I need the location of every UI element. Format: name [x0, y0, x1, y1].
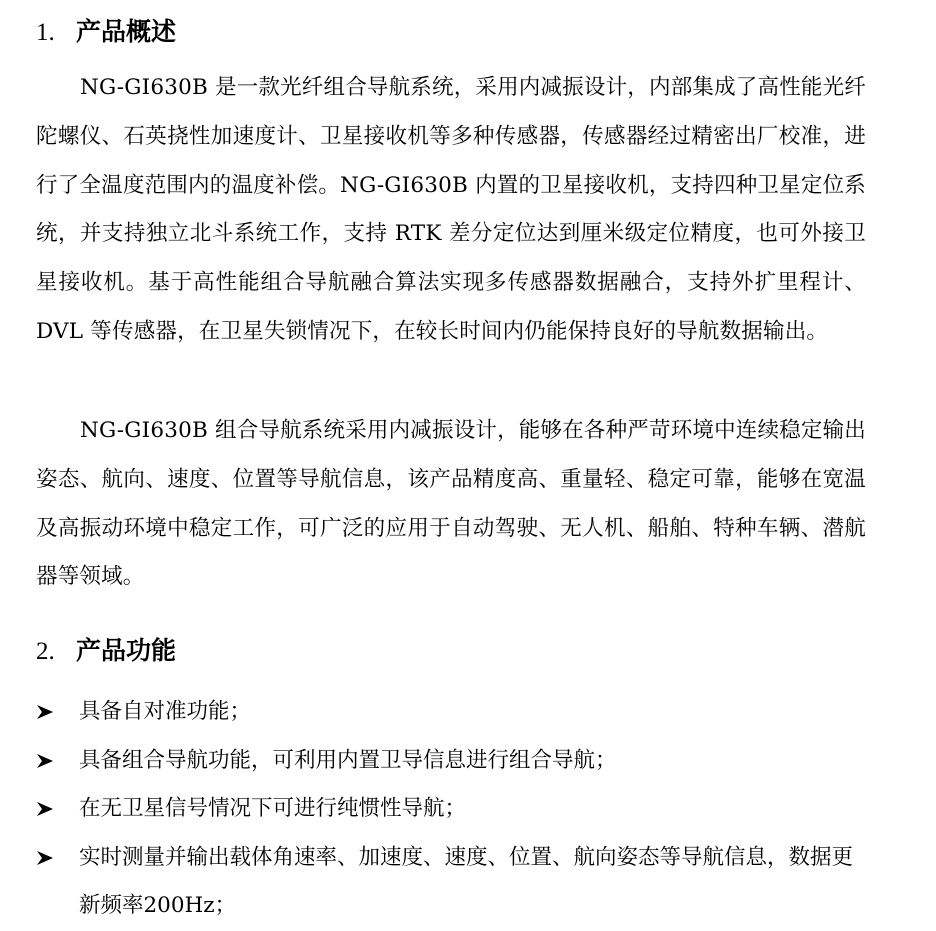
- list-item: [36, 834, 866, 931]
- list-item-text: 在无卫星信号情况下可进行纯惯性导航；: [79, 796, 467, 821]
- overview-paragraph-2: NG-GI630B 组合导航系统采用内减振设计，能够在各种严苛环境中连续稳定输出姿态、航向、速度、位置等导航信息，该产品精度高、重量轻、稳定可靠，能够在宽温及高振动环境中稳定工作，可广泛的应用于自动驾驶、无人机、船舶、特种车辆、潜航器等领域。: [36, 418, 866, 590]
- arrowhead-bullet-icon: [36, 834, 60, 883]
- function-list: [36, 688, 866, 931]
- list-item-text: 实时测量并输出载体角速率、加速度、速度、位置、航向姿态等导航信息，数据更新频率200Hz；: [79, 844, 854, 918]
- arrowhead-bullet-icon: [36, 688, 60, 737]
- arrowhead-bullet-icon: [36, 737, 60, 786]
- list-item-text: 具备组合导航功能，可利用内置卫导信息进行组合导航；: [79, 747, 617, 773]
- list-item: [36, 785, 866, 834]
- section-heading-functions: [36, 633, 176, 670]
- list-item-text: 具备自对准功能；: [79, 699, 252, 724]
- section-title: 产品功能: [76, 636, 177, 665]
- list-item: [36, 737, 866, 786]
- section-heading-overview: [36, 14, 176, 51]
- section-title: 产品概述: [76, 17, 177, 46]
- section-number: 2.: [36, 638, 55, 665]
- section-number: 1.: [36, 19, 55, 46]
- list-item: [36, 688, 866, 737]
- arrowhead-bullet-icon: [36, 785, 60, 834]
- overview-paragraph-1: NG-GI630B 是一款光纤组合导航系统，采用内减振设计，内部集成了高性能光纤陀螺仪、石英挠性加速度计、卫星接收机等多种传感器，传感器经过精密出厂校准，进行了全温度范围内的温度补偿。NG-GI630B 内置的卫星接收机，支持四种卫星定位系统，并支持独立北斗系统工作，支持 RTK 差分定位达到厘米级定位精度，也可外接卫星接收机。基于高性能组合导航融合算法实现多传感器数据融合，支持外扩里程计、DVL 等传感器，在卫星失锁情况下，在较长时间内仍能保持良好的导航数据输出。: [36, 75, 866, 344]
